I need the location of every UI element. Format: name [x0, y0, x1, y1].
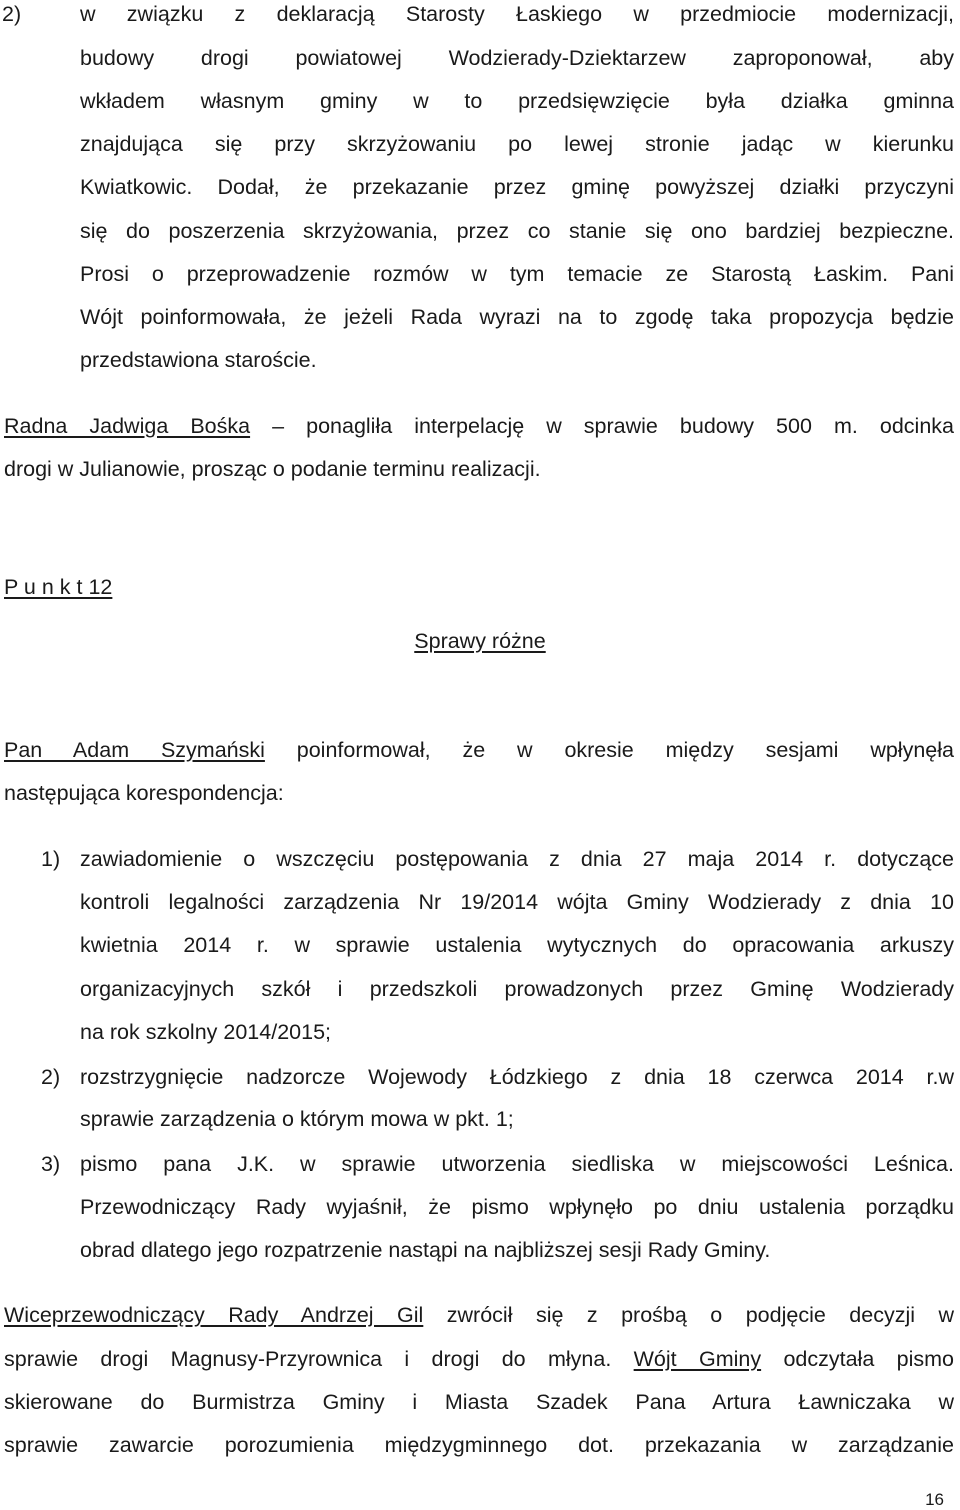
item-2-line: budowy drogi powiatowej Wodzierady-Dziektarzew zaproponował, aby: [80, 46, 954, 70]
speaker-name: Wiceprzewodniczący Rady Andrzej Gil: [4, 1303, 424, 1327]
boska-paragraph-line: [4, 412, 954, 440]
item-2-line: się do poszerzenia skrzyżowania, przez co stanie się ono bardziej bezpieczne.: [80, 219, 954, 243]
gil-text: zwrócił się z prośbą o podjęcie decyzji w: [423, 1303, 954, 1327]
speaker-name: Radna Jadwiga Bośka: [4, 414, 251, 438]
speaker-name: Pan Adam Szymański: [4, 738, 265, 762]
gil-text: sprawie drogi Magnusy-Przyrownica i drogi do młyna.: [4, 1347, 634, 1371]
item-2-line: Wójt poinformowała, że jeżeli Rada wyrazi na to zgodę taka propozycja będzie: [80, 305, 954, 329]
szymanski-text: poinformował, że w okresie między sesjami wpłynęła: [264, 738, 954, 762]
szymanski-paragraph-line: [4, 736, 954, 764]
gil-text: odczytała pismo: [761, 1347, 954, 1371]
gil-paragraph-line: [4, 1301, 954, 1329]
correspondence-item-line: organizacyjnych szkół i przedszkoli prowadzonych przez Gminę Wodzierady: [80, 977, 954, 1001]
correspondence-item-line: pismo pana J.K. w sprawie utworzenia siedliska w miejscowości Leśnica.: [80, 1152, 954, 1176]
section-label: P u n k t 12: [4, 575, 113, 599]
correspondence-item-line: kontroli legalności zarządzenia Nr 19/2014 wójta Gminy Wodzierady z dnia 10: [80, 890, 954, 914]
item-2-number: 2): [2, 2, 22, 26]
boska-paragraph-line: drogi w Julianowie, prosząc o podanie terminu realizacji.: [4, 457, 541, 481]
item-2-line: znajdująca się przy skrzyżowaniu po lewej stronie jadąc w kierunku: [80, 132, 954, 156]
item-2-line: Prosi o przeprowadzenie rozmów w tym temacie ze Starostą Łaskim. Pani: [80, 262, 954, 286]
correspondence-item-line: zawiadomienie o wszczęciu postępowania z dnia 27 maja 2014 r. dotyczące: [80, 847, 954, 871]
boska-text: – ponagliła interpelację w sprawie budowy 500 m. odcinka: [250, 414, 954, 438]
gil-paragraph-line: sprawie zawarcie porozumienia międzygminnego dot. przekazania w zarządzanie: [4, 1433, 954, 1457]
correspondence-item-line: obrad dlatego jego rozpatrzenie nastąpi na najbliższej sesji Rady Gminy.: [80, 1238, 771, 1262]
correspondence-item-number: 1): [41, 847, 61, 871]
item-2-line: Kwiatkowic. Dodał, że przekazanie przez gminę powyższej działki przyczyni: [80, 175, 954, 199]
correspondence-item-line: kwietnia 2014 r. w sprawie ustalenia wytycznych do opracowania arkuszy: [80, 933, 954, 957]
item-2-line: wkładem własnym gminy w to przedsięwzięcie była działka gminna: [80, 89, 954, 113]
speaker-name: Wójt Gminy: [633, 1347, 762, 1371]
correspondence-item-line: Przewodniczący Rady wyjaśnił, że pismo wpłynęło po dniu ustalenia porządku: [80, 1195, 954, 1219]
section-title: Sprawy różne: [414, 629, 546, 653]
item-2-line: przedstawiona staroście.: [80, 348, 317, 372]
correspondence-item-number: 2): [41, 1065, 61, 1089]
szymanski-paragraph-line: następująca korespondencja:: [4, 781, 284, 805]
correspondence-item-number: 3): [41, 1152, 61, 1176]
page-number: 16: [925, 1490, 944, 1509]
correspondence-item-line: rozstrzygnięcie nadzorcze Wojewody Łódzkiego z dnia 18 czerwca 2014 r.w: [80, 1065, 954, 1089]
gil-paragraph-line: skierowane do Burmistrza Gminy i Miasta Szadek Pana Artura Ławniczaka w: [4, 1390, 954, 1414]
item-2-line: w związku z deklaracją Starosty Łaskiego w przedmiocie modernizacji,: [80, 2, 954, 26]
gil-paragraph-line: [4, 1345, 954, 1373]
correspondence-item-line: sprawie zarządzenia o którym mowa w pkt. 1;: [80, 1107, 514, 1131]
correspondence-item-line: na rok szkolny 2014/2015;: [80, 1020, 331, 1044]
